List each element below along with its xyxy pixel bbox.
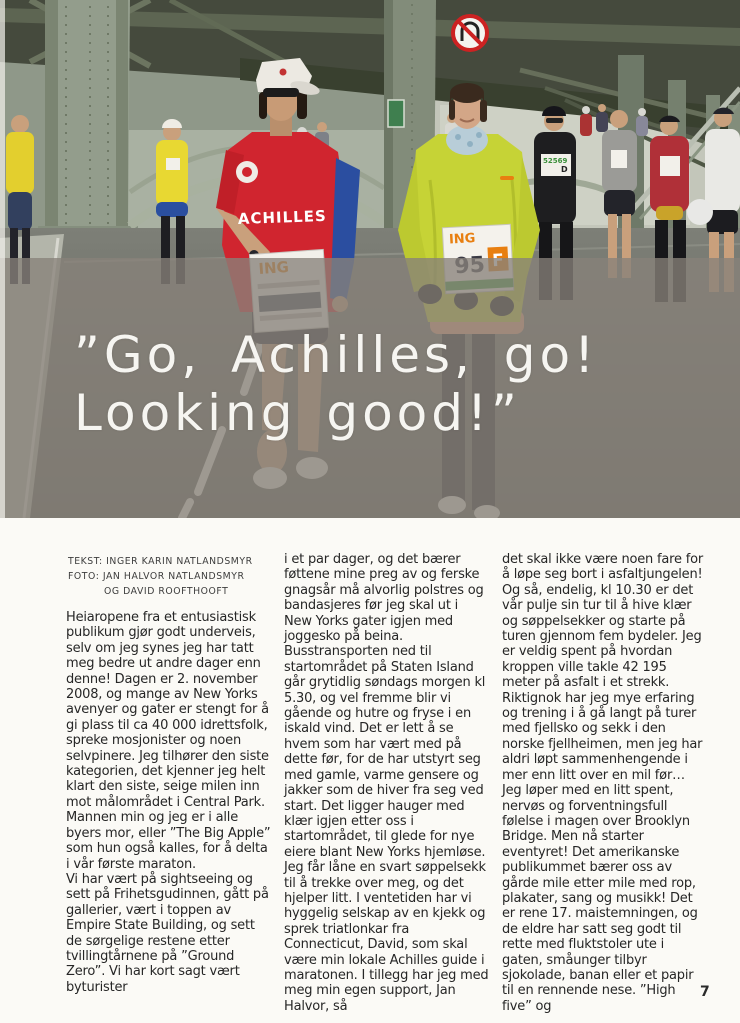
paragraph: Mannen min og jeg er i alle byers mor, eller ”The Big Apple” som hun også kalles, for å delta i vår første maraton. [66, 810, 271, 872]
svg-text:D: D [561, 165, 568, 174]
white-fluffy-bundle [687, 199, 713, 225]
article-column-3 [502, 552, 707, 1014]
article-column-1 [66, 552, 271, 1014]
no-u-turn-sign-icon [453, 16, 487, 50]
svg-text:52569: 52569 [543, 157, 568, 165]
sunglasses [263, 88, 299, 97]
svg-text:ING: ING [448, 231, 476, 248]
green-street-sign [388, 100, 404, 127]
headline-line-1: ”Go, Achilles, go! [74, 326, 599, 384]
shirt-text: ACHILLES [237, 206, 328, 228]
bridge-pillar-left [38, 0, 138, 239]
scan-edge [0, 0, 5, 518]
paragraph: i et par dager, og det bærer føttene mine preg av og ferske gnagsår må alvorlig polstres og bandasjeres før jeg skal ut i New Yorks gater igjen med joggesko på beina. Busstransporten ned til startområdet på Staten Island går grytidlig søndags morgen kl 5.30, og vel fremme blir vi gående og hutre og fryse i en iskald vind. Det er lett å se hvem som har vært med på dette før, for de har utstyrt seg med gamle, varme gensere og jakker som de hiver fra seg ved start. Det ligger hauger med klær igjen etter oss i startområdet, til glede for nye eiere blant New Yorks hjemløse. Jeg får låne en svart søppelsekk til å trekke over meg, og det hjelper litt. I ventetiden har vi hyggelig selskap av en kjekk og sprek triatlonkar fra Connecticut, David, som skal være min lokale Achilles guide i maratonen. I tillegg har jeg med meg min egen support, Jan Halvor, så [284, 552, 489, 1014]
dark-hair [450, 83, 484, 103]
headline-line-2: Looking good!” [74, 384, 521, 442]
paragraph: Heiaropene fra et entusiastisk publikum gjør godt underveis, selv om jeg synes jeg har tatt meg bedre ut andre dager enn denne! Dagen er 2. november 2008, og mange av New Yorks avenyer og gater er stengt for å gi plass til ca 40 000 idrettsfolk, spreke mosjonister og noen selvpinere. Jeg tilhører den siste kategorien, det kjenner jeg helt klart den siste, seige milen inn mot målområdet i Central Park. [66, 610, 269, 810]
paragraph: Vi har vært på sightseeing og sett på Frihetsgudinnen, gått på gallerier, vært i toppen av Empire State Building, og sett de sørgelige restene etter tvillingtårnene på ”Ground Zero”. Vi har kort sagt vært byturister [66, 871, 269, 995]
page-number: 7 [700, 984, 710, 1000]
byline [68, 554, 271, 599]
byline-photo-credit-2: OG DAVID ROOFTHOOFT [104, 586, 229, 597]
crowd-bib [541, 154, 571, 176]
byline-text-credit: TEKST: INGER KARIN NATLANDSMYR [68, 556, 253, 567]
paragraph: det skal ikke være noen fare for å løpe seg bort i asfaltjungelen! Og så, endelig, kl 10.30 er det vår pulje sin tur til å hive klær og søppelsekker og starte på turen gjennom fem bydeler. Jeg er veldig spent på hvordan kroppen ville takle 42 195 meter på asfalt i et strekk. Riktignok har jeg mye erfaring og trening i å gå langt på turer med fjellsko og sekk i den norske fjellheimen, men jeg har aldri løpt sammenhengende i mer enn litt over en mil før… Jeg løper med en litt spent, nervøs og forventningsfull følelse i magen over Brooklyn Bridge. Men nå starter eventyret! Det amerikanske publikummet bærer oss av gårde mile etter mile med rop, plakater, sang og musikk! Det er rene 17. maistemningen, og de eldre har satt seg godt til rette med fluktstoler ute i gaten, småunger tilbyr sjokolade, banan eller et papir til en rennende nese. ”High five” og [502, 552, 704, 1014]
article-column-2 [284, 552, 489, 1014]
neck-gaiter [446, 125, 488, 155]
article-body [66, 552, 707, 1014]
byline-photo-credit: FOTO: JAN HALVOR NATLANDSMYR [68, 571, 245, 582]
headline [74, 326, 714, 442]
